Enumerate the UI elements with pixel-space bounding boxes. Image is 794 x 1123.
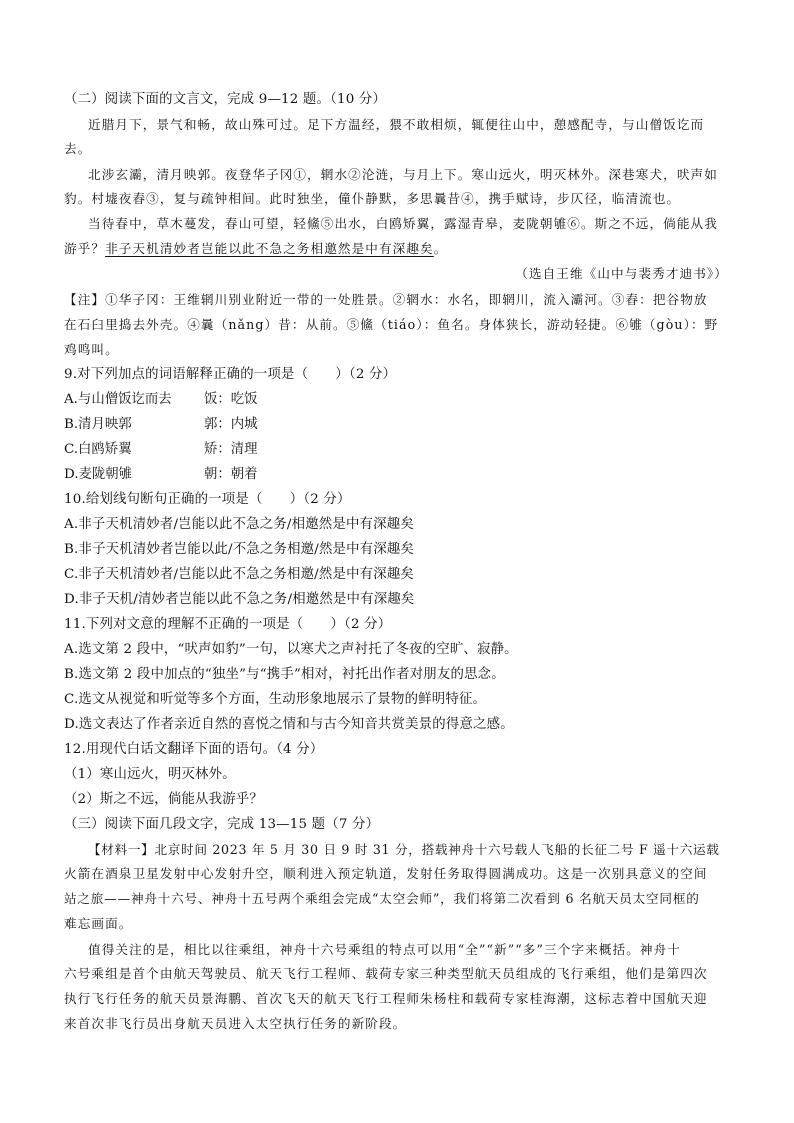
q11-option-b: B.选文第 2 段中加点的“独坐”与“携手”相对，衬托出作者对朋友的思念。 [64,667,505,682]
note-line2: 在石臼里捣去外壳。④曩（nǎng）昔：从前。⑤鯈（tiáo）：鱼名。身体狭长，游动轻捷。⑥雊（gòu）：野 [64,317,719,332]
q9-option-c-gloss: 矫：清理 [204,442,258,457]
underlined-sentence: 非子天机清妙者岂能以此不急之务相邀然是中有深趣矣 [105,241,434,256]
q10-option-d: D.非子天机/清妙者岂能以此不急之务/相邀然是中有深趣矣 [64,592,415,607]
passage-p3-line2-end: 。 [433,241,448,256]
material1-p2-line1: 值得关注的是，相比以往乘组，神舟十六号乘组的特点可以用“全”“新”“多”三个字来概括。神舟十 [88,942,681,957]
passage-p3-line2-start: 游乎？ [64,241,106,256]
q9-option-a-gloss: 饭：吃饭 [204,392,258,407]
q12-item-2: （2）斯之不远，倘能从我游乎？ [64,792,263,807]
material1-p2-line4: 来首次非飞行员出身航天员进入太空执行任务的新阶段。 [64,1016,407,1031]
passage-source: （选自王维《山中与裴秀才迪书》） [515,266,728,281]
q9-option-b-gloss: 郭：内城 [204,417,258,432]
q10-option-c: C.非子天机清妙者/岂能以此不急之务相邀/然是中有深趣矣 [64,567,415,582]
material1-line4: 难忘画面。 [64,916,133,931]
q10-option-a: A.非子天机清妙者/岂能以此不急之务/相邀然是中有深趣矣 [64,517,414,532]
q12-item-1: （1）寒山远火，明灭林外。 [64,767,236,782]
q9-option-d-gloss: 朝：朝着 [204,467,258,482]
q9-option-a: A.与山僧饭讫而去 [64,392,172,407]
passage-p2-line2: 豹。村墟夜舂③，复与疏钟相间。此时独坐，僮仆静默，多思曩昔④，携手赋诗，步仄径，临清流也。 [64,191,681,206]
q9-option-c: C.白鸥矫翼 [64,442,132,457]
material1-line2: 火箭在酒泉卫星发射中心发射升空，顺利进入预定轨道，发射任务取得圆满成功。这是一次别具意义的空间 [64,866,708,881]
note-line3: 鸡鸣叫。 [64,342,119,357]
q11-option-c: C.选文从视觉和听觉等多个方面，生动形象地展示了景物的鲜明特征。 [64,692,487,707]
section2-heading: （二）阅读下面的文言文，完成 9—12 题。（10 分） [64,92,387,107]
q9-option-b: B.清月映郭 [64,417,132,432]
q9-stem: 9.对下列加点的词语解释正确的一项是（ ）（2 分） [64,367,397,382]
passage-p3-line2 [64,239,447,259]
q12-stem: 12.用现代白话文翻译下面的语句。（4 分） [64,742,324,757]
passage-p2-line1: 北涉玄灞，清月映郭。夜登华子冈①，辋水②沦涟，与月上下。寒山远火，明灭林外。深巷寒犬，吠声如 [88,167,718,182]
q10-option-b: B.非子天机清妙者岂能以此/不急之务相邀/然是中有深趣矣 [64,542,415,557]
q10-stem: 10.给划线句断句正确的一项是（ ）（2 分） [64,492,351,507]
q11-stem: 11.下列对文意的理解不正确的一项是（ ）（2 分） [64,617,392,632]
note-line1: 【注】①华子冈：王维辋川别业附近一带的一处胜景。②辋水：水名，即辋川，流入灞河。③舂：把谷物放 [64,292,708,307]
material1-p2-line3: 执行飞行任务的航天员景海鹏、首次飞天的航天飞行工程师朱杨柱和载荷专家桂海潮，这标志着中国航天迎 [64,991,708,1006]
q11-option-d: D.选文表达了作者亲近自然的喜悦之情和与古今知音共赏美景的得意之感。 [64,717,514,732]
section3-heading: （三）阅读下面几段文字，完成 13—15 题（7 分） [64,817,380,832]
passage-p3-line1: 当待春中，草木蔓发，春山可望，轻鯈⑤出水，白鸥矫翼，露湿青皋，麦陇朝雊⑥。斯之不远，倘能从我 [88,216,718,231]
material1-line1: 【材料一】北京时间 2023 年 5 月 30 日 9 时 31 分，搭载神舟十六号载人飞船的长征二号 F 遥十六运载 [88,842,720,857]
q9-option-d: D.麦陇朝雊 [64,467,133,482]
material1-line3: 站之旅——神舟十六号、神舟十五号两个乘组会完成“太空会师”，我们将第二次看到 6 名航天员太空同框的 [64,891,700,906]
passage-p1-line2: 去。 [64,141,92,156]
passage-p1-line1: 近腊月下，景气和畅，故山殊可过。足下方温经，猥不敢相烦，辄便往山中，憩感配寺，与山僧饭讫而 [88,117,705,132]
q11-option-a: A.选文第 2 段中，“吠声如豹”一句，以寒犬之声衬托了冬夜的空旷、寂静。 [64,642,518,657]
material1-p2-line2: 六号乘组是首个由航天驾驶员、航天飞行工程师、载荷专家三种类型航天员组成的飞行乘组，他们是第四次 [64,966,708,981]
